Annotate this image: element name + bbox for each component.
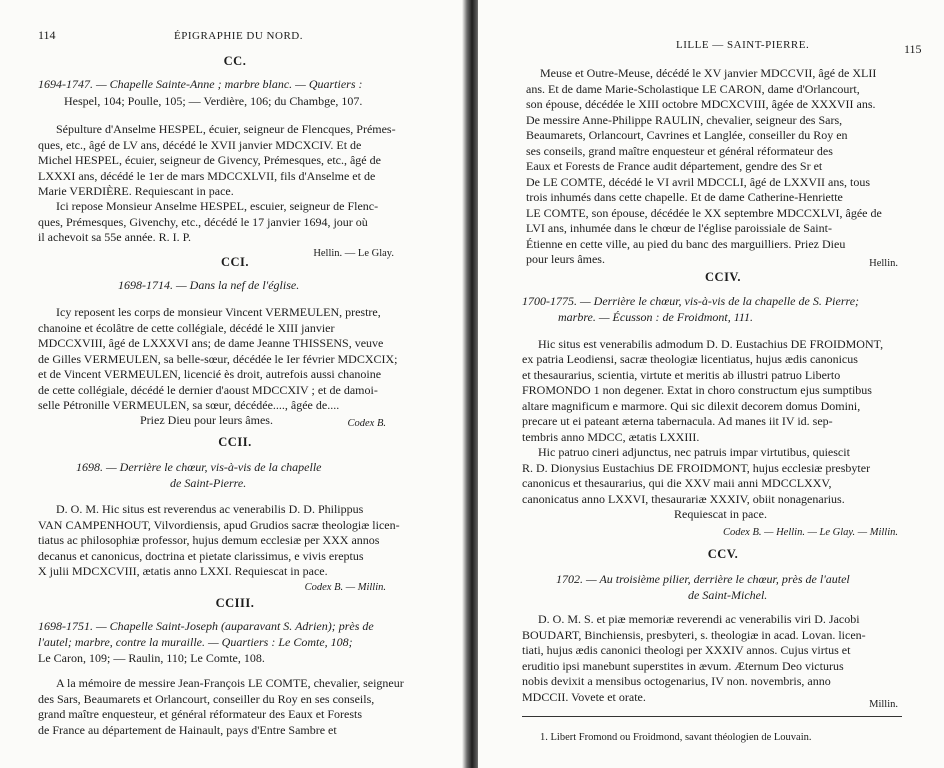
source-line: Millin. [869,699,898,710]
text-line: ques, Prémesques, Givenchy, etc., décédé le 17 janvier 1694, jour où [38,215,368,229]
entry-number: CCI. [220,255,250,269]
entry-heading: de Saint-Pierre. [170,476,247,490]
entry-heading: 1694-1747. — Chapelle Sainte-Anne ; marbre blanc. — Quartiers : [38,77,363,91]
text-line: Hic patruo cineri adjunctus, nec patruis impar virtutibus, quiescit [538,445,850,459]
footnote: 1. Libert Fromond ou Froidmond, savant théologien de Louvain. [540,732,812,743]
text-line: Marie VERDIÈRE. Requiescant in pace. [38,184,234,198]
text-line: ses conseils, grand maître enquesteur et général réformateur des [526,144,833,158]
entry-heading: 1698-1751. — Chapelle Saint-Joseph (auparavant S. Adrien); près de [38,619,374,633]
text-line: MDCCII. Vovete et orate. [522,690,646,704]
entry-heading: 1700-1775. — Derrière le chœur, vis-à-vis de la chapelle de S. Pierre; [522,294,860,308]
text-line: chanoine et écolâtre de cette collégiale, décédé le XIII janvier [38,321,335,335]
running-head: ÉPIGRAPHIE DU NORD. [174,30,303,42]
entry-number: CCV. [707,547,739,561]
text-line: de Gilles VERMEULEN, sa belle-sœur, décédée le Ier février MDCXCIX; [38,352,398,366]
text-line: ans. Et de dame Marie-Scholastique LE CARON, dame d'Orlancourt, [526,82,860,96]
text-line: canonicus et thesaurarius, qui die XXV maii anni MDCCLXXV, [522,476,832,490]
entry-heading: Le Caron, 109; — Raulin, 110; Le Comte, 108. [38,651,265,665]
running-head: LILLE — SAINT-PIERRE. [676,39,810,51]
text-line: et thesaurarius, scientia, virtute et meritis ab illustri patruo Liberto [522,368,841,382]
entry-heading: l'autel; marbre, contre la muraille. — Quartiers : Le Comte, 108; [38,635,353,649]
entry-heading: de Saint-Michel. [688,588,768,602]
source-line: Codex B. — Hellin. — Le Glay. — Millin. [723,527,898,538]
text-line: FROMONDO 1 non degener. Extat in choro constructum ejus sumptibus [522,383,872,397]
text-line: tiati, hujus ædis canonici theologi per XXXIV annos. Cujus virtus et [522,643,851,657]
source-line: Hellin. [869,258,898,269]
text-line: pour leurs âmes. [526,252,605,266]
entry-heading: Hespel, 104; Poulle, 105; — Verdière, 106; du Chambge, 107. [64,94,363,108]
source-line: Codex B. — Millin. [304,582,386,593]
text-line: D. O. M. S. et piæ memoriæ reverendi ac venerabilis viri D. Jacobi [538,612,860,626]
entry-number: CCIII. [215,596,255,610]
text-line: LVI ans, inhumée dans le chœur de l'église paroissiale de Saint- [526,221,832,235]
text-line: Sépulture d'Anselme HESPEL, écuier, seigneur de Flencques, Prémes- [56,122,396,136]
text-line: altare magnificum e marmore. Qui sic dilexit decorem domus Domini, [522,399,861,413]
text-line: De messire Anne-Philippe RAULIN, chevalier, seigneur des Sars, [526,113,843,127]
page-number: 114 [38,28,56,42]
footnote-rule [522,716,902,717]
text-line: de cette collégiale, décédé le dernier d'aoust MDCCXIV ; et de damoi- [38,383,378,397]
entry-heading: marbre. — Écusson : de Froidmont, 111. [558,310,753,324]
text-line: nobis devixit a mensibus octogenarius, IV non. novembris, anno [522,674,831,688]
text-line: Beaumarets, Orlancourt, Cavrines et Langlée, conseiller du Roy en [526,128,848,142]
text-line: ex patria Leodiensi, sacræ theologiæ licentiatus, hujus ædis canonicus [522,352,858,366]
source-line: Codex B. [347,418,386,429]
text-line: MDCCXVIII, âgé de LXXXVI ans; de dame Jeanne THISSENS, veuve [38,336,384,350]
text-line: grand maître enquesteur, et général réformateur des Eaux et Forests [38,707,363,721]
entry-heading: 1702. — Au troisième pilier, derrière le chœur, près de l'autel [556,572,850,586]
text-line: D. O. M. Hic situs est reverendus ac venerabilis D. D. Philippus [56,502,364,516]
entry-number: CCIV. [705,270,741,284]
text-line: decanus et canonicus, doctrina et pietate clarissimus, e vivis ereptus [38,549,364,563]
text-line: Michel HESPEL, écuier, seigneur de Givency, Prémesques, etc., âgé de [38,153,381,167]
entry-number: CCII. [218,435,252,449]
text-line: de France au département de Hainault, pays d'Entre Sambre et [38,723,337,737]
entry-heading: 1698. — Derrière le chœur, vis-à-vis de la chapelle [76,460,322,474]
text-line: tembris anno MDCC, ætatis LXXIII. [522,430,700,444]
text-line: trois inhumés dans cette chapelle. Et de dame Catherine-Henriette [526,190,843,204]
text-line: il achevoit sa 55e année. R. I. P. [38,230,191,244]
text-line: tiatus ac philosophiæ professor, hujus demum ecclesiæ per XXX annos [38,533,380,547]
text-line: Hic situs est venerabilis admodum D. D. Eustachius DE FROIDMONT, [538,337,884,351]
text-line: precare ut ei pateant æterna tabernacula. Ad manes iit IV id. sep- [522,414,833,428]
text-line: des Sars, Beaumarets et Orlancourt, conseiller du Roy en ses conseils, [38,692,375,706]
source-line: Hellin. — Le Glay. [313,248,394,259]
text-line: eruditio ipsi manebunt superstites in ævum. Æternum Deo victurus [522,659,844,673]
text-line: selle Pétronille VERMEULEN, sa sœur, décédée...., âgée de.... [38,398,340,412]
text-line: ques, etc., âgé de LV ans, décédé le XVII janvier MDCXCIV. Et de [38,138,362,152]
text-line: De LE COMTE, décédé le VI avril MDCCLI, âgé de LXXVII ans, tous [526,175,871,189]
text-line: R. D. Dionysius Eustachius DE FROIDMONT, hujus ecclesiæ presbyter [522,461,871,475]
text-line: LXXXI ans, décédé le 1er de mars MDCCXLVII, fils d'Anselme et de [38,169,376,183]
text-line: Requiescat in pace. [674,507,767,521]
entry-heading: 1698-1714. — Dans la nef de l'église. [118,278,300,292]
left-page [0,0,466,768]
text-line: A la mémoire de messire Jean-François LE COMTE, chevalier, seigneur [56,676,404,690]
right-page [478,0,944,768]
text-line: Priez Dieu pour leurs âmes. [140,413,273,427]
entry-number: CC. [223,54,247,68]
text-line: Étienne en cette ville, au pied du banc des marguilliers. Priez Dieu [526,237,846,251]
text-line: Icy reposent les corps de monsieur Vincent VERMEULEN, prestre, [56,305,381,319]
text-line: son épouse, décédée le XIII octobre MDCXCVIII, âgée de XXXVII ans. [526,97,876,111]
text-line: canonicatus anno LXXVI, thesaurariæ XXXIV, obiit nonagenarius. [522,492,845,506]
page-number: 115 [904,42,922,56]
text-line: Meuse et Outre-Meuse, décédé le XV janvier MDCCVII, âgé de XLII [540,66,877,80]
text-line: LE COMTE, son épouse, décédée le XX septembre MDCCXLVI, âgée de [526,206,882,220]
text-line: VAN CAMPENHOUT, Vilvordiensis, apud Grudios sacræ theologiæ licen- [38,518,400,532]
text-line: Ici repose Monsieur Anselme HESPEL, escuier, seigneur de Flenc- [56,199,379,213]
text-line: Eaux et Forests de France audit département, gendre des Sr et [526,159,823,173]
text-line: et de Vincent VERMEULEN, licencié ès droit, autrefois aussi chanoine [38,367,382,381]
text-line: X julii MDCXCVIII, ætatis anno LXXI. Requiescat in pace. [38,564,328,578]
text-line: BOUDART, Binchiensis, presbyteri, s. theologiæ in acad. Lovan. licen- [522,628,866,642]
